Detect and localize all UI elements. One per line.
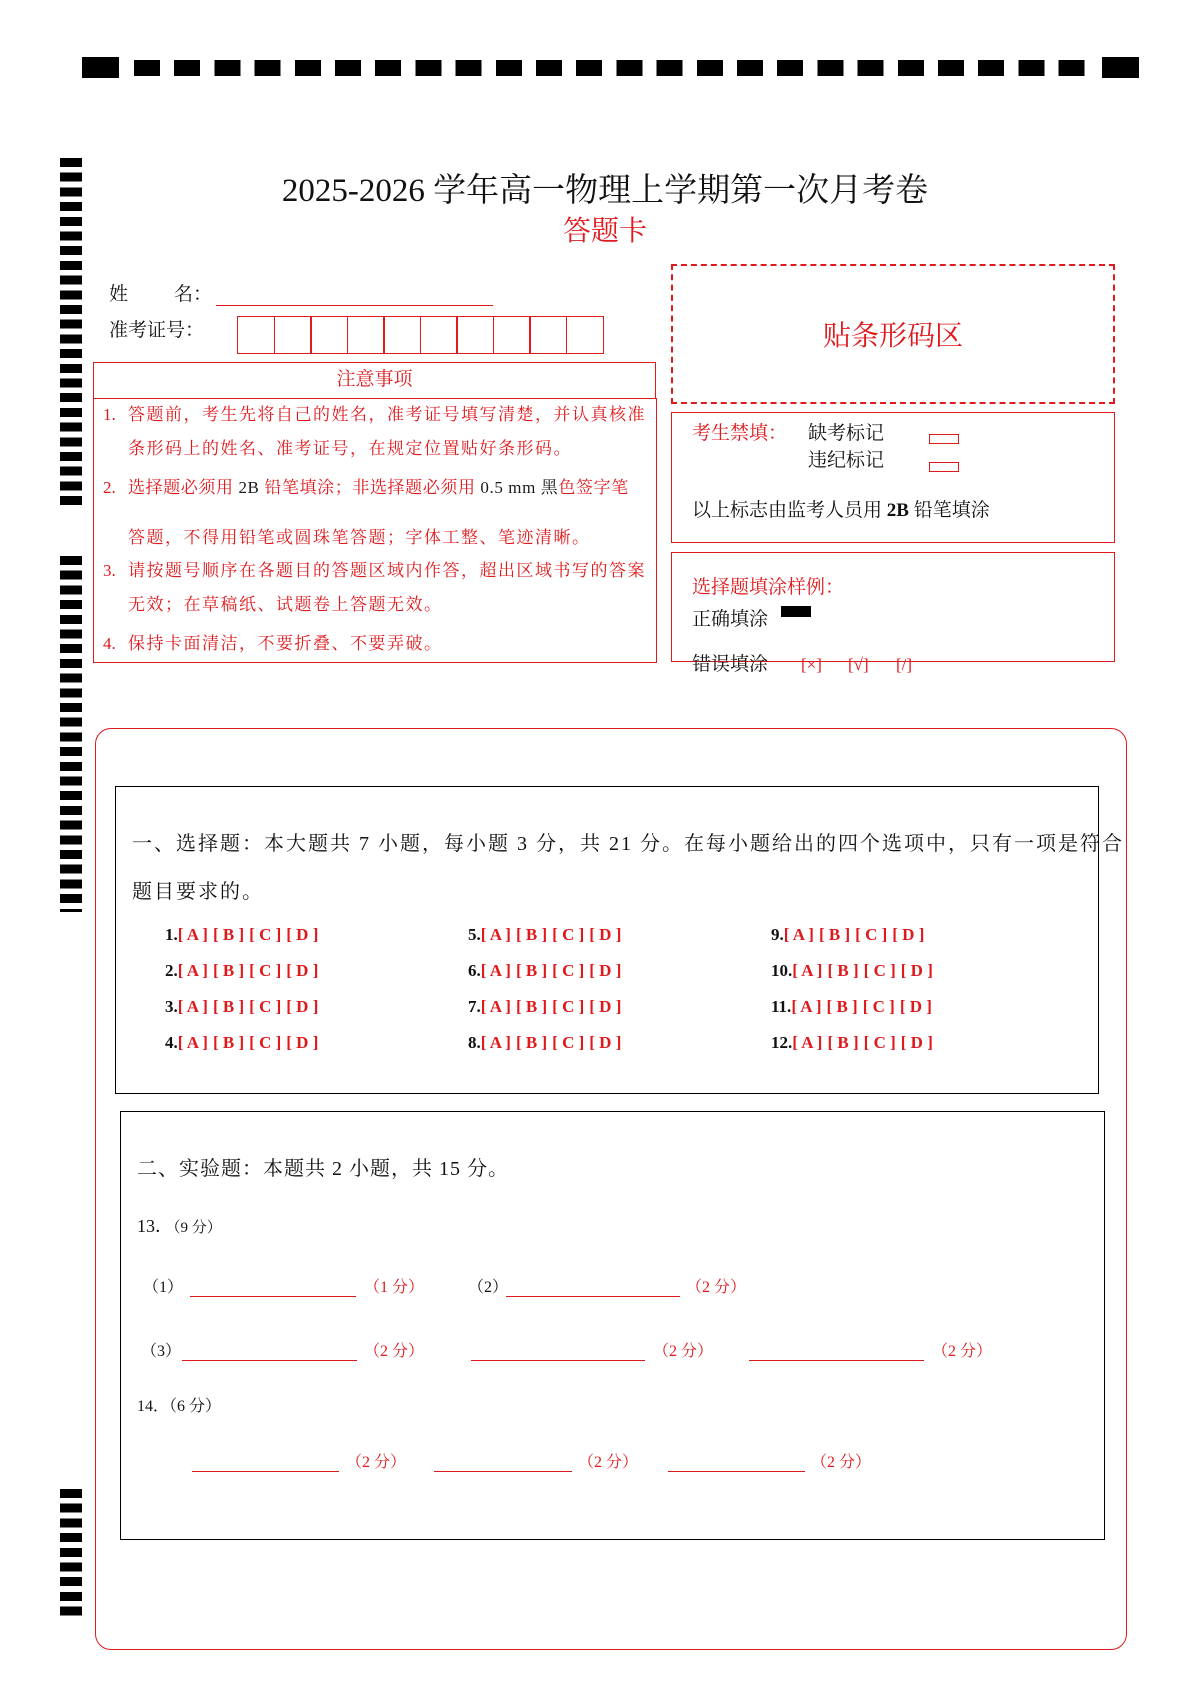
top-right-alignment-mark xyxy=(1102,57,1139,78)
notice-line-part: 黑 xyxy=(535,478,559,497)
choice-question-12 xyxy=(771,1025,1074,1061)
left-alignment-marks-middle xyxy=(60,556,82,912)
q13-part2-score: （2 分） xyxy=(686,1279,747,1296)
question-14-score: （6 分） xyxy=(169,1398,222,1415)
q14-score-2: （2 分） xyxy=(578,1454,639,1471)
exam-id-label: 准考证号： xyxy=(109,320,205,341)
q13-part1-label: （1） xyxy=(143,1279,184,1296)
wrong-fill-slash: [/] xyxy=(896,655,913,674)
exam-id-digit-box xyxy=(493,316,531,354)
proctor-only-label: 考生禁填： xyxy=(692,423,788,444)
choice-question-10 xyxy=(771,953,1074,989)
notice-line-part: 0.5 mm xyxy=(480,478,536,497)
option-bubble-c: [ C ] xyxy=(552,1033,585,1052)
proctor-only-box xyxy=(671,412,1115,543)
name-label-part-2: 名： xyxy=(174,284,213,305)
question-number: 8. xyxy=(468,1033,481,1052)
proctor-note-part: 铅笔填涂 xyxy=(908,500,990,521)
option-bubble-c: [ C ] xyxy=(249,961,282,980)
option-bubble-b: [ B ] xyxy=(827,1033,859,1052)
option-bubble-d: [ D ] xyxy=(899,997,932,1016)
q14-score-1: （2 分） xyxy=(346,1454,407,1471)
q13-part1-score: （1 分） xyxy=(364,1279,425,1296)
option-bubble-d: [ D ] xyxy=(286,997,319,1016)
exam-id-digit-box xyxy=(274,316,312,354)
option-bubble-a: [ A ] xyxy=(791,997,822,1016)
notice-heading: 注意事项 xyxy=(93,362,656,399)
section1-heading-line1: 一、选择题：本大题共 7 小题，每小题 3 分，共 21 分。在每小题给出的四个选项中，只有一项是符合 xyxy=(132,833,1124,855)
notice-line: 条形码上的姓名、准考证号，在规定位置贴好条形码。 xyxy=(128,439,572,458)
left-alignment-marks-lower xyxy=(60,1489,82,1621)
option-bubble-d: [ D ] xyxy=(286,961,319,980)
notice-item-number: 1. xyxy=(103,405,116,424)
option-bubble-b: [ B ] xyxy=(212,1033,245,1052)
fill-example-box xyxy=(671,552,1115,675)
option-bubble-a: [ A ] xyxy=(792,961,823,980)
option-bubble-a: [ A ] xyxy=(177,925,208,944)
name-label-part-1: 姓 xyxy=(109,284,129,305)
notice-item-number: 3. xyxy=(103,561,116,580)
option-bubble-a: [ A ] xyxy=(177,1033,208,1052)
q13-part3-label: （3） xyxy=(141,1343,182,1360)
notice-line xyxy=(128,476,629,500)
option-bubble-c: [ C ] xyxy=(249,925,282,944)
q14-score-3: （2 分） xyxy=(811,1454,872,1471)
choice-question-3 xyxy=(165,989,468,1025)
absent-mark-box xyxy=(929,434,959,444)
q14-blank-2 xyxy=(434,1471,572,1472)
option-bubble-d: [ D ] xyxy=(589,997,622,1016)
question-number: 1. xyxy=(165,925,178,944)
q14-blank-1 xyxy=(192,1471,339,1472)
option-bubble-c: [ C ] xyxy=(855,925,888,944)
fill-example-label: 选择题填涂样例： xyxy=(692,577,845,598)
option-bubble-c: [ C ] xyxy=(863,961,896,980)
exam-id-digit-box xyxy=(529,316,567,354)
exam-id-boxes xyxy=(237,316,602,354)
left-alignment-marks-upper xyxy=(60,158,82,508)
option-bubble-a: [ A ] xyxy=(792,1033,823,1052)
proctor-note-bold: 2B xyxy=(886,500,909,521)
proctor-note xyxy=(692,499,990,523)
top-left-alignment-mark xyxy=(82,57,119,78)
barcode-area-label: 贴条形码区 xyxy=(822,321,963,352)
choice-question-9 xyxy=(771,917,1074,953)
option-bubble-a: [ A ] xyxy=(177,997,208,1016)
q14-blank-3 xyxy=(668,1471,805,1472)
choice-question-grid xyxy=(165,917,1074,1061)
option-bubble-d: [ D ] xyxy=(900,961,933,980)
exam-id-digit-box xyxy=(347,316,385,354)
choice-question-6 xyxy=(468,953,771,989)
option-bubble-b: [ B ] xyxy=(515,1033,548,1052)
question-number: 4. xyxy=(165,1033,178,1052)
option-bubble-a: [ A ] xyxy=(480,1033,511,1052)
proctor-note-part: 以上标志由监考人员用 xyxy=(692,500,887,521)
exam-id-digit-box xyxy=(566,316,604,354)
option-bubble-a: [ A ] xyxy=(783,925,814,944)
question-number: 11. xyxy=(771,997,792,1016)
option-bubble-c: [ C ] xyxy=(552,925,585,944)
correct-fill-label: 正确填涂 xyxy=(692,609,769,630)
name-blank xyxy=(216,305,493,306)
option-bubble-c: [ C ] xyxy=(552,997,585,1016)
question-number: 10. xyxy=(771,961,793,980)
option-bubble-b: [ B ] xyxy=(515,925,548,944)
option-bubble-d: [ D ] xyxy=(286,925,319,944)
choice-question-5 xyxy=(468,917,771,953)
question-number: 2. xyxy=(165,961,178,980)
option-bubble-d: [ D ] xyxy=(589,1033,622,1052)
option-bubble-b: [ B ] xyxy=(212,997,245,1016)
question-13-header xyxy=(137,1214,222,1240)
notice-item-number: 4. xyxy=(103,634,116,653)
q13-part3-score-2: （2 分） xyxy=(653,1343,714,1360)
notice-line: 无效；在草稿纸、试题卷上答题无效。 xyxy=(128,595,443,614)
exam-id-digit-box xyxy=(310,316,348,354)
q13-part3-blank-3 xyxy=(749,1360,924,1361)
option-bubble-c: [ C ] xyxy=(863,1033,896,1052)
choice-question-11 xyxy=(771,989,1074,1025)
q13-part3-score-1: （2 分） xyxy=(364,1343,425,1360)
option-bubble-c: [ C ] xyxy=(249,1033,282,1052)
notice-line: 答题，不得用铅笔或圆珠笔答题；字体工整、笔迹清晰。 xyxy=(128,528,591,547)
page-title: 2025-2026 学年高一物理上学期第一次月考卷 xyxy=(281,173,929,209)
absent-mark-label: 缺考标记 xyxy=(808,423,885,444)
section1-heading-line2: 题目要求的。 xyxy=(132,881,264,903)
experiment-section xyxy=(120,1111,1105,1540)
option-bubble-a: [ A ] xyxy=(480,925,511,944)
exam-id-digit-box xyxy=(237,316,275,354)
option-bubble-b: [ B ] xyxy=(827,961,859,980)
choice-question-1 xyxy=(165,917,468,953)
question-number: 6. xyxy=(468,961,481,980)
question-number: 7. xyxy=(468,997,481,1016)
choice-question-7 xyxy=(468,989,771,1025)
notice-line: 请按题号顺序在各题目的答题区域内作答，超出区域书写的答案 xyxy=(128,561,646,580)
q13-part2-blank xyxy=(506,1296,680,1297)
notice-line: 答题前，考生先将自己的姓名，准考证号填写清楚，并认真核准 xyxy=(128,405,646,424)
option-bubble-b: [ B ] xyxy=(212,961,245,980)
violation-mark-box xyxy=(929,462,959,472)
question-14-number: 14． xyxy=(137,1398,170,1415)
question-13-score: （9 分） xyxy=(173,1220,222,1236)
q13-part2-label: （2） xyxy=(468,1279,509,1296)
notice-line-part: 选择题必须用 xyxy=(128,478,239,497)
barcode-area xyxy=(671,264,1115,404)
question-number: 3. xyxy=(165,997,178,1016)
option-bubble-b: [ B ] xyxy=(212,925,245,944)
question-13-number: 13． xyxy=(137,1216,173,1236)
option-bubble-b: [ B ] xyxy=(515,961,548,980)
choice-question-4 xyxy=(165,1025,468,1061)
multiple-choice-section xyxy=(115,786,1124,1094)
option-bubble-d: [ D ] xyxy=(286,1033,319,1052)
option-bubble-c: [ C ] xyxy=(552,961,585,980)
question-number: 5. xyxy=(468,925,481,944)
option-bubble-c: [ C ] xyxy=(862,997,895,1016)
wrong-fill-label: 错误填涂 xyxy=(692,654,769,675)
wrong-fill-cross: [×] xyxy=(801,655,822,674)
violation-mark-label: 违纪标记 xyxy=(808,450,885,471)
question-number: 9. xyxy=(771,925,784,944)
exam-id-digit-box xyxy=(383,316,421,354)
notice-box xyxy=(93,398,657,663)
q13-part3-blank-1 xyxy=(182,1360,357,1361)
exam-id-digit-box xyxy=(420,316,458,354)
correct-fill-sample xyxy=(781,606,811,617)
page-subtitle: 答题卡 xyxy=(562,216,647,247)
q13-part1-blank xyxy=(190,1296,356,1297)
option-bubble-d: [ D ] xyxy=(589,961,622,980)
option-bubble-b: [ B ] xyxy=(826,997,858,1016)
option-bubble-a: [ A ] xyxy=(177,961,208,980)
top-alignment-marks xyxy=(134,60,1086,76)
option-bubble-a: [ A ] xyxy=(480,997,511,1016)
question-14-header xyxy=(137,1395,221,1419)
option-bubble-d: [ D ] xyxy=(900,1033,933,1052)
option-bubble-d: [ D ] xyxy=(892,925,925,944)
choice-question-8 xyxy=(468,1025,771,1061)
option-bubble-a: [ A ] xyxy=(480,961,511,980)
choice-question-2 xyxy=(165,953,468,989)
notice-line-part: 铅笔填涂；非选择题必须用 xyxy=(259,478,481,497)
wrong-fill-check: [√] xyxy=(848,655,869,674)
option-bubble-c: [ C ] xyxy=(249,997,282,1016)
question-number: 12. xyxy=(771,1033,793,1052)
option-bubble-b: [ B ] xyxy=(515,997,548,1016)
exam-id-digit-box xyxy=(456,316,494,354)
option-bubble-b: [ B ] xyxy=(818,925,851,944)
notice-line: 保持卡面清洁，不要折叠、不要弄破。 xyxy=(128,634,443,653)
notice-item-number: 2. xyxy=(103,478,116,497)
q13-part3-blank-2 xyxy=(471,1360,645,1361)
name-label xyxy=(109,283,212,307)
q13-part3-score-3: （2 分） xyxy=(932,1343,993,1360)
section2-heading: 二、实验题：本题共 2 小题，共 15 分。 xyxy=(137,1158,509,1180)
option-bubble-d: [ D ] xyxy=(589,925,622,944)
notice-line-part: 2B xyxy=(238,478,260,497)
notice-line-part: 色签字笔 xyxy=(558,478,629,497)
